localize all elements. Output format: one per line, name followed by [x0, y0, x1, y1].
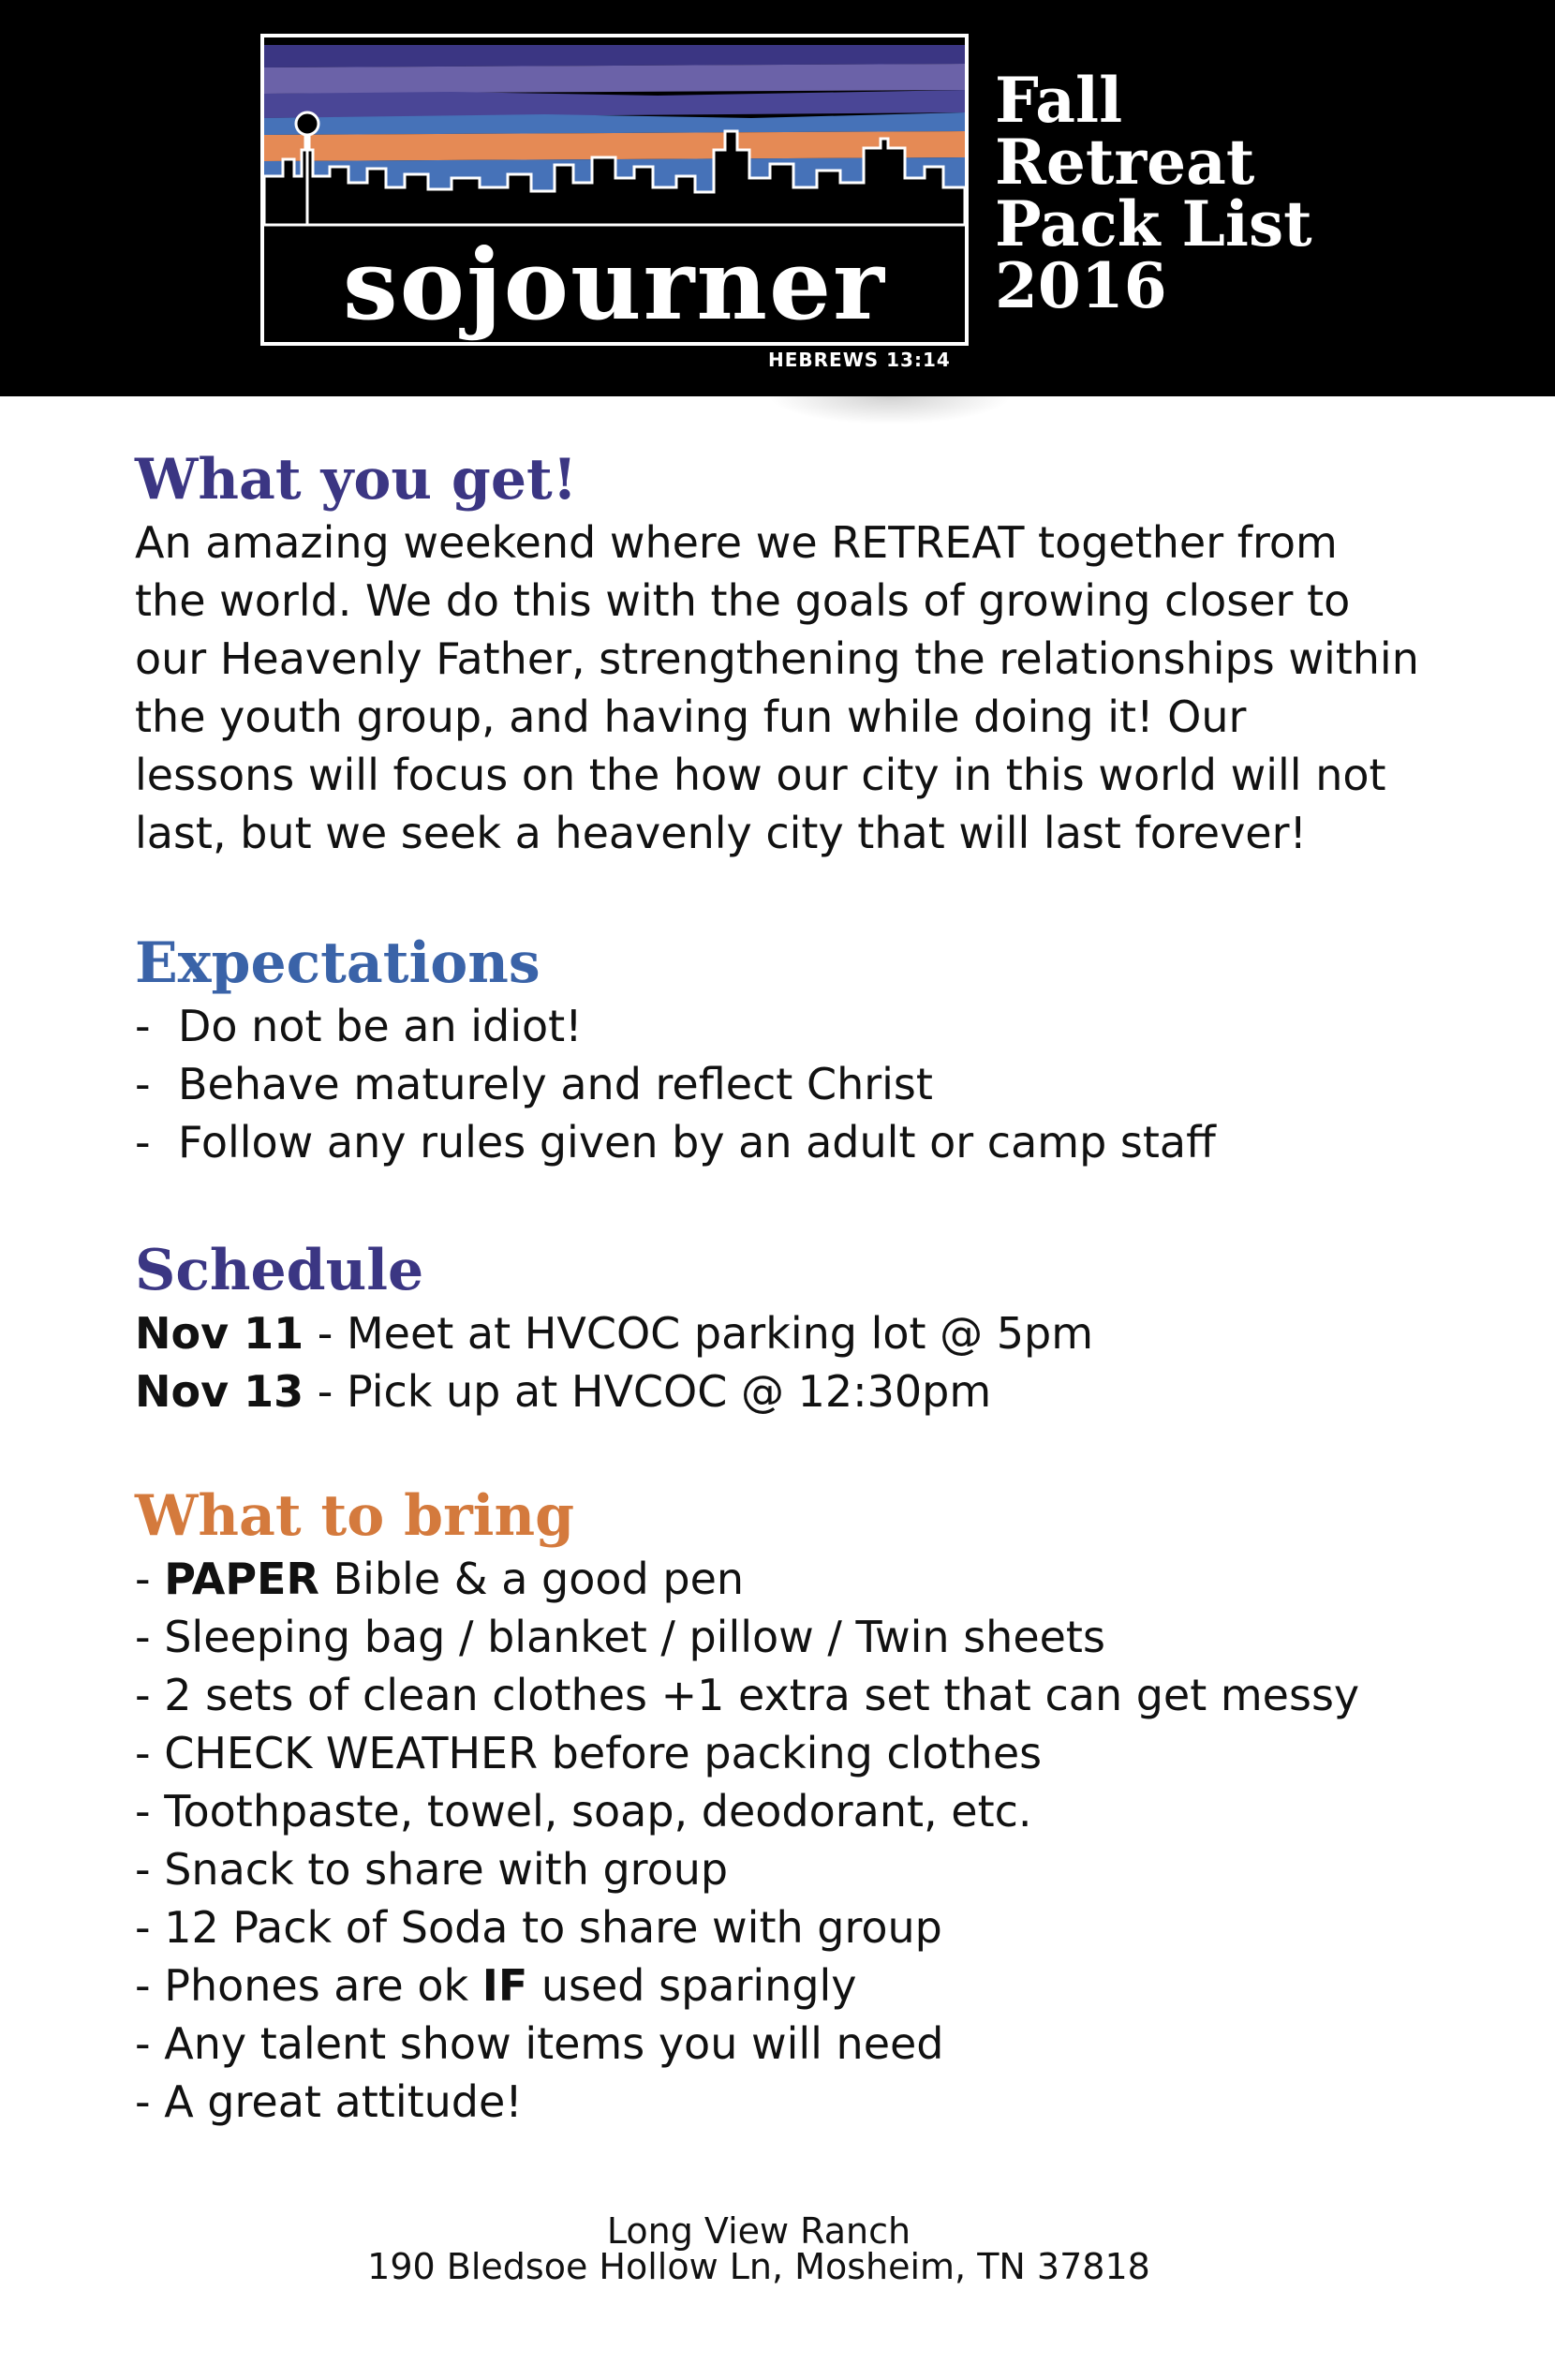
- list-item: [135, 1608, 1465, 1666]
- title-line: 2016: [995, 249, 1167, 322]
- item-text: - CHECK WEATHER before packing clothes: [135, 1728, 1043, 1778]
- list-item-text: Behave maturely and reflect Christ: [178, 1059, 933, 1109]
- schedule-section: [135, 1237, 1465, 1421]
- what-to-bring-list: [135, 1550, 1465, 2131]
- list-item: [135, 1956, 1465, 2015]
- paragraph-line: last, but we seek a heavenly city that will last forever!: [135, 808, 1307, 858]
- list-item: [135, 1840, 1465, 1898]
- expectations-heading: Expectations: [135, 930, 541, 996]
- item-text: Bible & a good pen: [318, 1554, 745, 1604]
- list-item: [135, 1666, 1465, 1724]
- venue-name: Long View Ranch: [606, 2210, 911, 2252]
- list-item: - Do not be an idiot!: [135, 1001, 583, 1051]
- list-item: - Behave maturely and reflect Christ: [135, 1059, 933, 1109]
- title-line: Fall: [995, 64, 1123, 137]
- schedule-date: Nov 11: [135, 1308, 304, 1359]
- what-to-bring-section: [135, 1482, 1465, 2131]
- verse-reference: HEBREWS 13:14: [768, 349, 951, 371]
- paragraph-line: our Heavenly Father, strengthening the relationships within: [135, 633, 1419, 684]
- schedule-text: - Meet at HVCOC parking lot @ 5pm: [304, 1308, 1094, 1359]
- what-you-get-paragraph: [135, 513, 1465, 862]
- header-banner: [0, 0, 1555, 396]
- expectations-list: [135, 997, 1465, 1171]
- paragraph-line: the youth group, and having fun while doing it! Our: [135, 692, 1247, 742]
- list-item: [135, 1898, 1465, 1956]
- title-line: Pack List: [995, 187, 1312, 260]
- schedule-heading: Schedule: [135, 1238, 424, 1303]
- venue-address: 190 Bledsoe Hollow Ln, Mosheim, TN 37818: [367, 2246, 1150, 2287]
- list-item: [135, 1782, 1465, 1840]
- paragraph-line: lessons will focus on the how our city in this world will not: [135, 750, 1386, 800]
- what-you-get-section: [135, 446, 1465, 862]
- schedule-date: Nov 13: [135, 1366, 304, 1417]
- list-item: [135, 2015, 1465, 2073]
- list-item-text: Do not be an idiot!: [178, 1001, 583, 1051]
- item-text: - Any talent show items you will need: [135, 2018, 944, 2069]
- paragraph-line: the world. We do this with the goals of growing closer to: [135, 575, 1351, 626]
- list-item-text: Follow any rules given by an adult or camp staff: [178, 1117, 1216, 1168]
- list-item: - Follow any rules given by an adult or camp staff: [135, 1117, 1216, 1168]
- item-text: -: [135, 1554, 165, 1604]
- item-text: - Sleeping bag / blanket / pillow / Twin sheets: [135, 1612, 1105, 1662]
- list-item: [135, 2073, 1465, 2131]
- footer-address: [0, 2210, 1518, 2287]
- item-text: - Phones are ok: [135, 1960, 482, 2011]
- item-text: - Toothpaste, towel, soap, deodorant, etc.: [135, 1786, 1032, 1837]
- schedule-text: - Pick up at HVCOC @ 12:30pm: [304, 1366, 992, 1417]
- item-text: used sparingly: [527, 1960, 857, 2011]
- page-title: [995, 64, 1312, 322]
- what-to-bring-heading: What to bring: [135, 1483, 575, 1549]
- item-text: - 2 sets of clean clothes +1 extra set that can get messy: [135, 1670, 1360, 1720]
- item-bold-text: IF: [481, 1960, 528, 2011]
- item-text: - 12 Pack of Soda to share with group: [135, 1902, 942, 1953]
- title-line: Retreat: [995, 126, 1255, 199]
- expectations-section: [135, 930, 1465, 1171]
- sojourner-logo: [260, 34, 969, 346]
- schedule-item: [135, 1304, 1465, 1362]
- list-item: [135, 1550, 1465, 1608]
- paragraph-line: An amazing weekend where we RETREAT together from: [135, 517, 1338, 568]
- header-shadow: [768, 396, 1012, 424]
- what-you-get-heading: What you get!: [135, 447, 578, 513]
- item-text: - Snack to share with group: [135, 1844, 729, 1895]
- list-item: [135, 1724, 1465, 1782]
- item-text: - A great attitude!: [135, 2076, 523, 2127]
- brand-name: sojourner: [343, 227, 886, 342]
- item-bold-text: PAPER: [164, 1554, 319, 1604]
- schedule-item: [135, 1362, 1465, 1421]
- schedule-list: [135, 1304, 1465, 1421]
